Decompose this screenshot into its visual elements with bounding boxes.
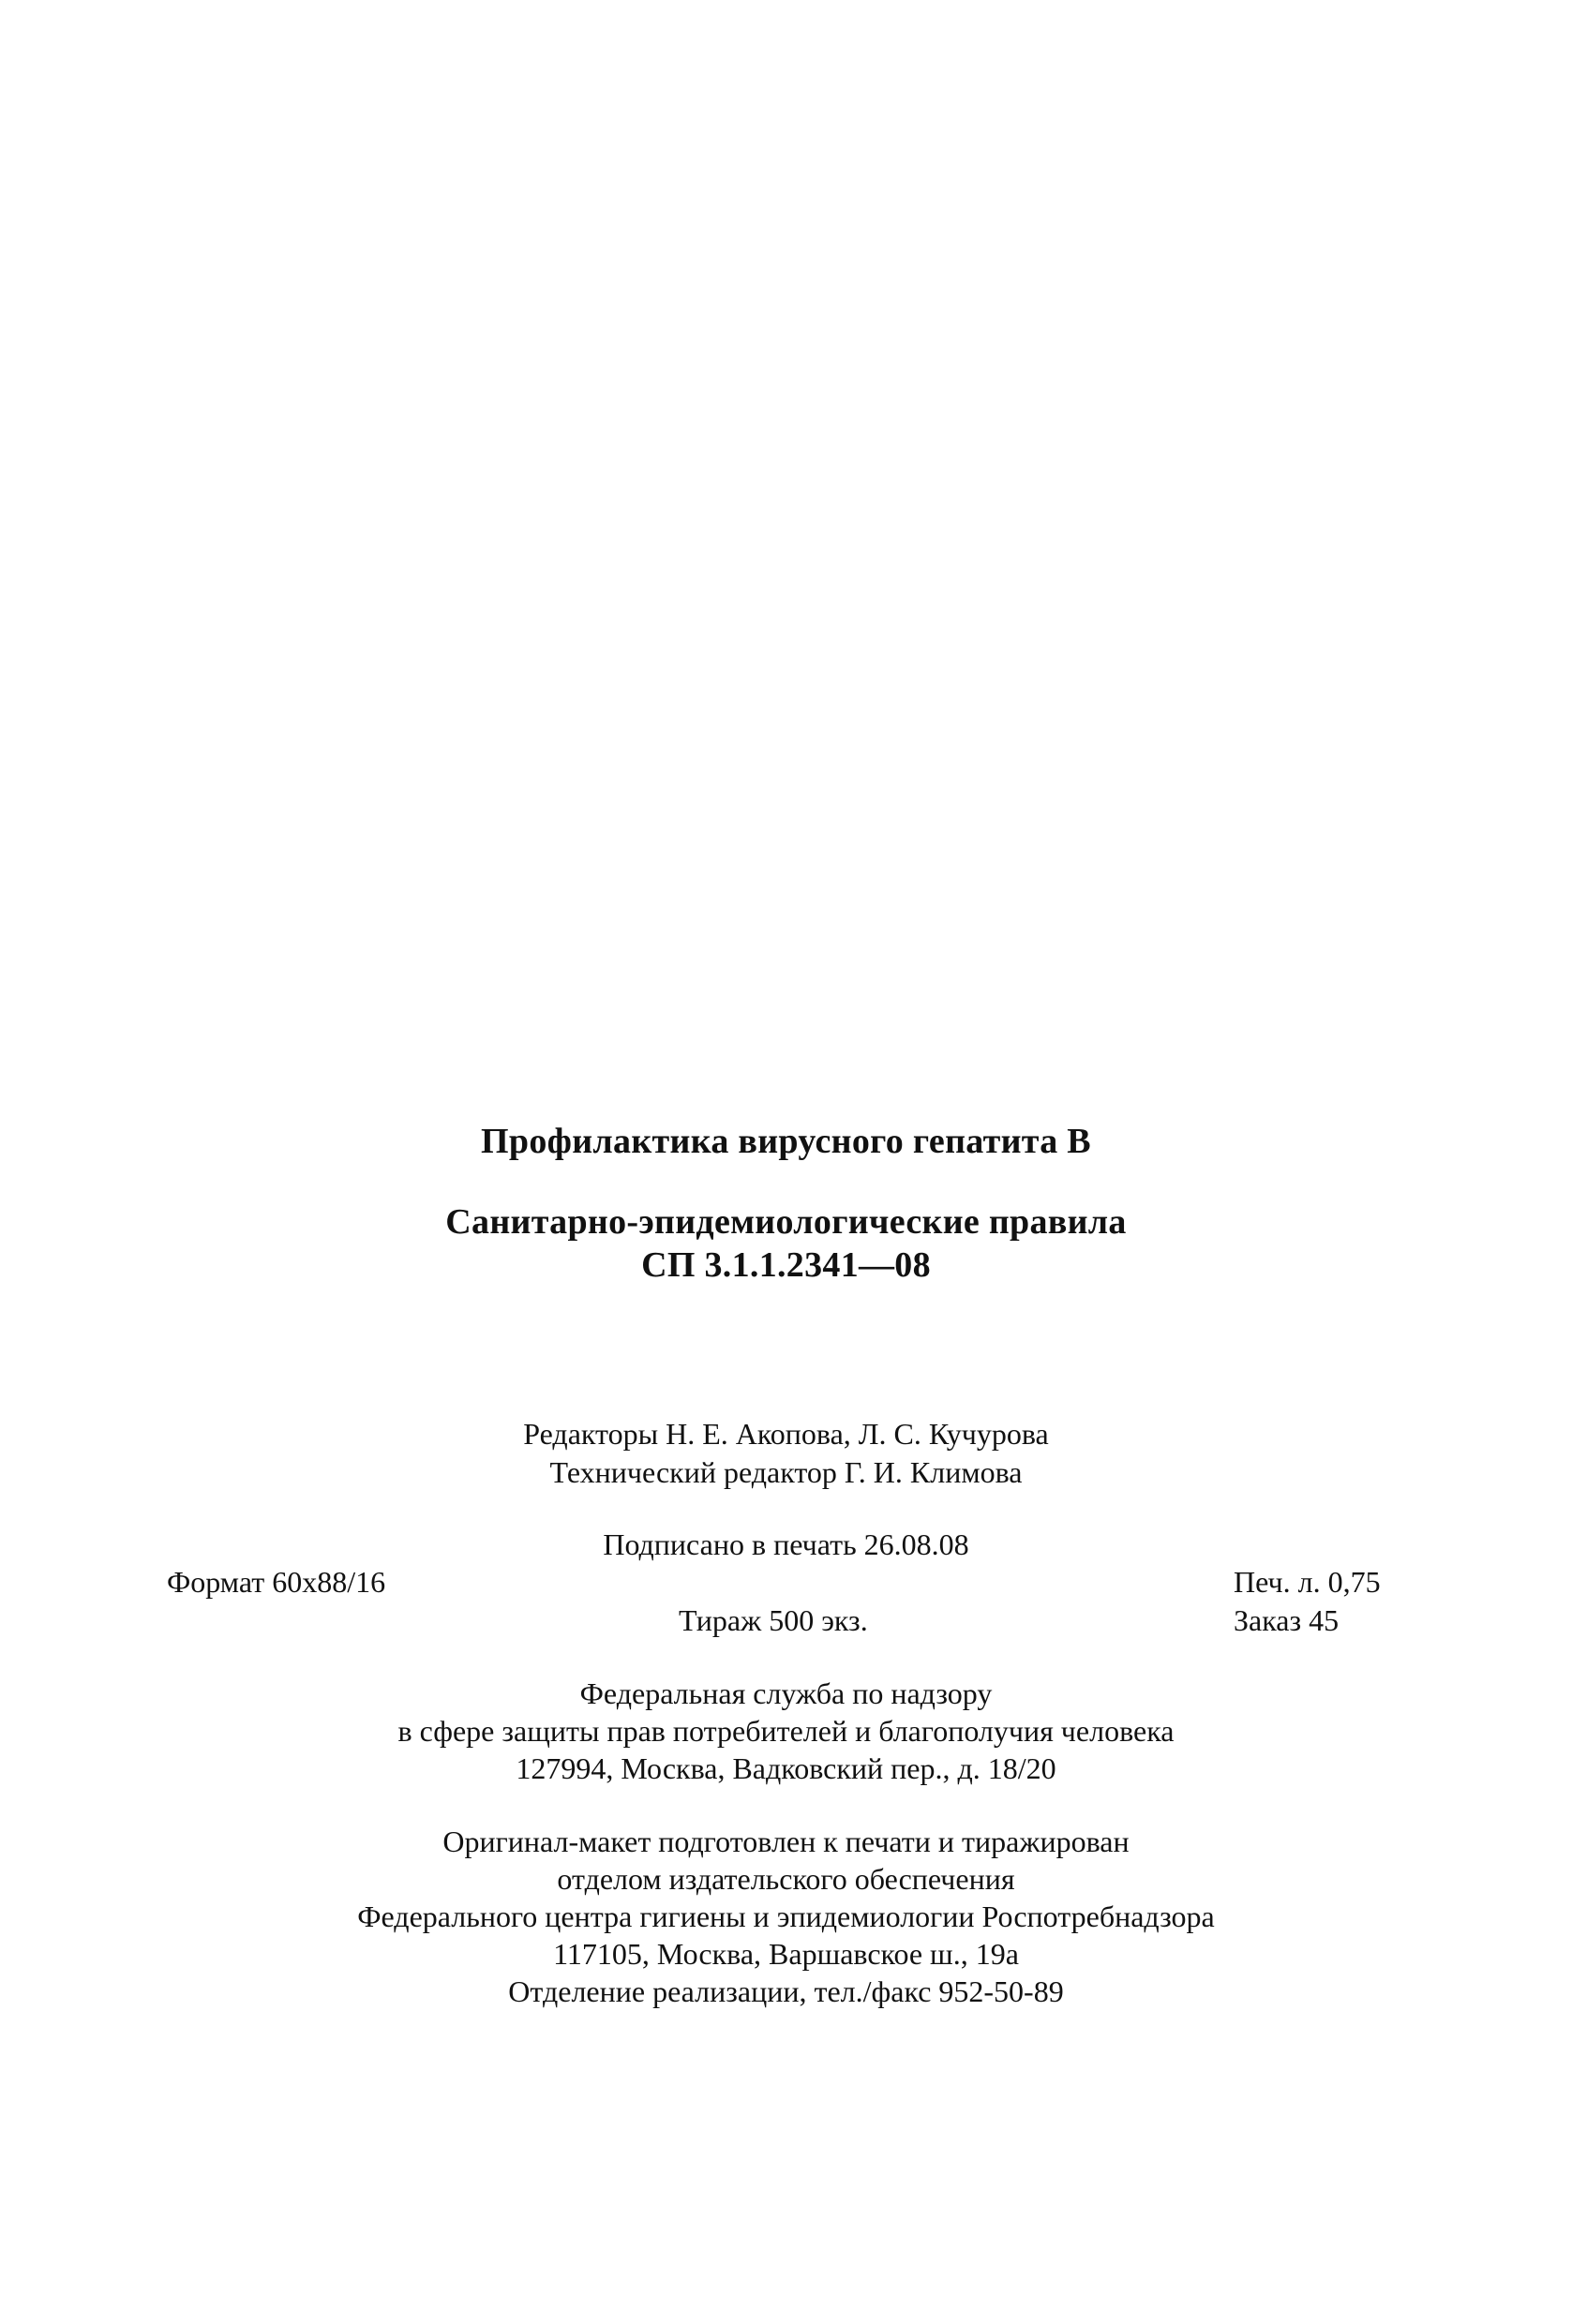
printer-line-3: Федерального центра гигиены и эпидемиологии Роспотребнадзора [357,1899,1215,1933]
document-code: СП 3.1.1.2341—08 [641,1245,931,1285]
editors-line: Редакторы Н. Е. Акопова, Л. С. Кучурова [523,1417,1049,1451]
tech-editor-line: Технический редактор Г. И. Климова [549,1455,1023,1489]
publisher-address: 127994, Москва, Вадковский пер., д. 18/20 [516,1751,1056,1785]
order-number: Заказ 45 [1234,1603,1340,1637]
printer-line-1: Оригинал-макет подготовлен к печати и тиражирован [442,1825,1130,1858]
printer-address: 117105, Москва, Варшавское ш., 19а [553,1937,1019,1971]
circulation: Тираж 500 экз. [679,1603,868,1637]
publisher-line-2: в сфере защиты прав потребителей и благополучия человека [397,1714,1175,1748]
printer-line-2: отделом издательского обеспечения [557,1862,1015,1896]
print-sheets: Печ. л. 0,75 [1234,1565,1381,1599]
document-subtitle: Санитарно-эпидемиологические правила [445,1202,1127,1242]
publisher-line-1: Федеральная служба по надзору [579,1676,993,1710]
sales-department: Отделение реализации, тел./факс 952-50-89 [508,1974,1064,2008]
signed-to-print: Подписано в печать 26.08.08 [603,1527,969,1561]
format-info: Формат 60x88/16 [167,1565,386,1599]
document-title: Профилактика вирусного гепатита В [481,1122,1091,1161]
